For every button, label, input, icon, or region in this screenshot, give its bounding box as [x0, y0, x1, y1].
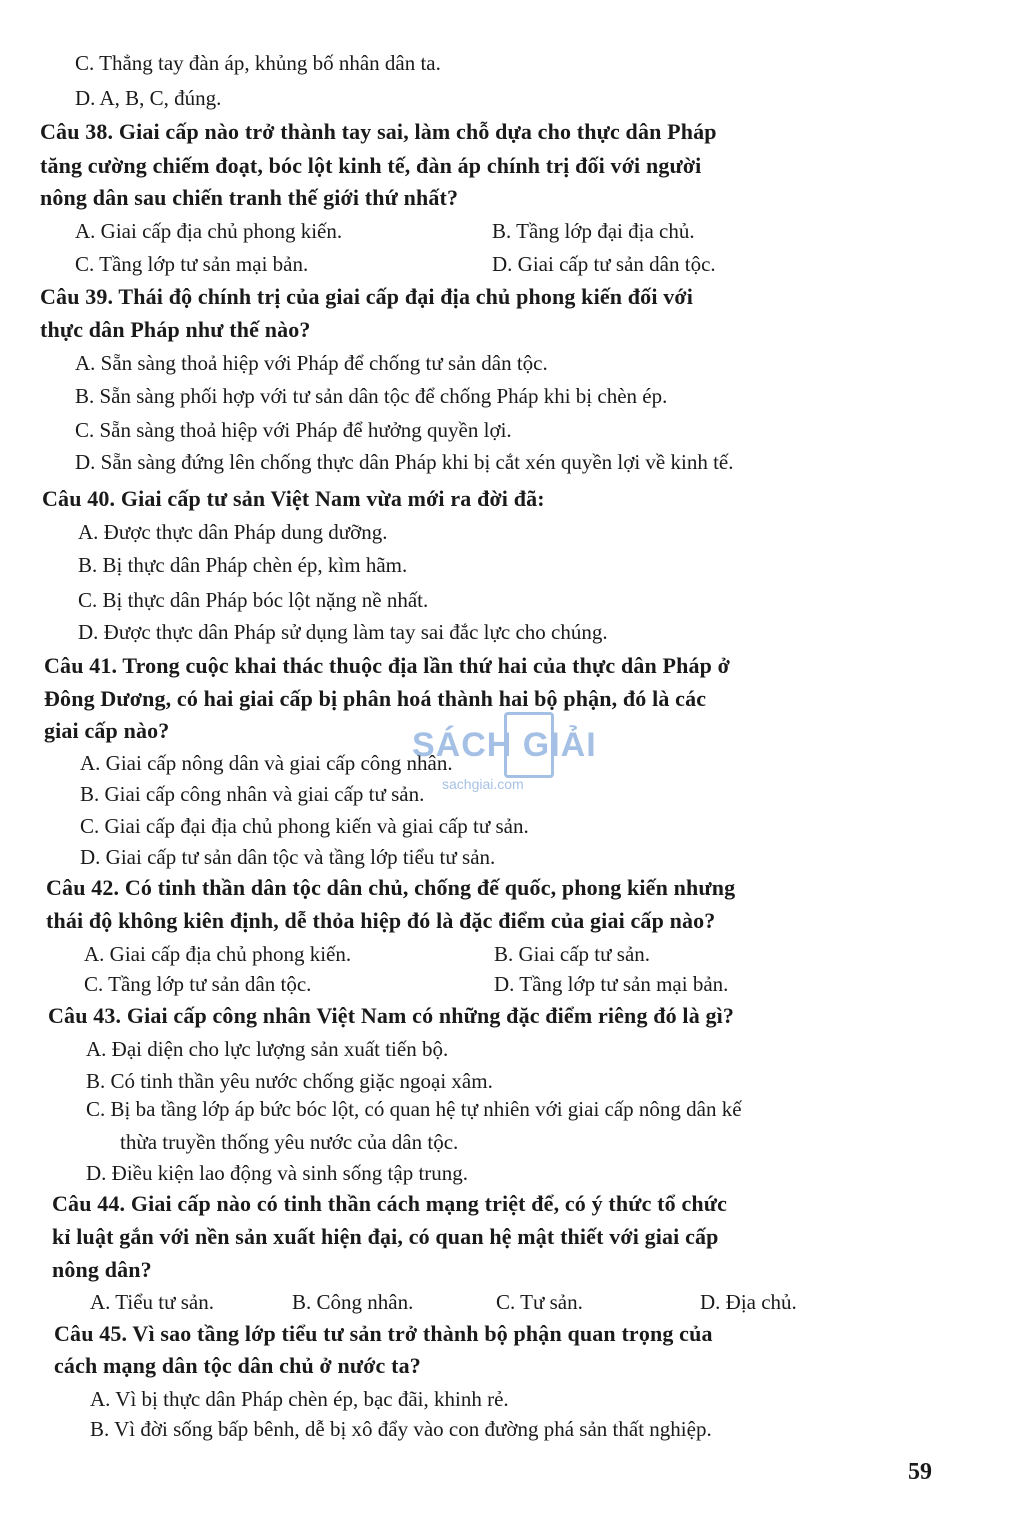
question-44-line-2: kỉ luật gắn với nền sản xuất hiện đại, có quan hệ mật thiết với giai cấp	[52, 1224, 719, 1249]
option-c: C. Tư sản.	[496, 1290, 583, 1314]
question-38-line-1: Câu 38. Giai cấp nào trở thành tay sai, làm chỗ dựa cho thực dân Pháp	[40, 119, 717, 144]
text-line: C. Thẳng tay đàn áp, khủng bố nhân dân ta.	[75, 51, 441, 75]
option-c: C. Tầng lớp tư sản mại bản.	[75, 252, 309, 276]
option-c: C. Tầng lớp tư sản dân tộc.	[84, 972, 312, 996]
question-41-line-2: Đông Dương, có hai giai cấp bị phân hoá thành hai bộ phận, đó là các	[44, 686, 707, 711]
option-d: D. Tầng lớp tư sản mại bản.	[494, 972, 729, 996]
question-41-line-1: Câu 41. Trong cuộc khai thác thuộc địa lần thứ hai của thực dân Pháp ở	[44, 653, 731, 678]
question-39-line-2: thực dân Pháp như thế nào?	[40, 317, 311, 342]
question-39-line-1: Câu 39. Thái độ chính trị của giai cấp đại địa chủ phong kiến đối với	[40, 284, 693, 309]
option-c: C. Sẵn sàng thoả hiệp với Pháp để hưởng quyền lợi.	[75, 418, 512, 442]
option-a: A. Tiểu tư sản.	[90, 1290, 214, 1314]
question-45-line-1: Câu 45. Vì sao tầng lớp tiểu tư sản trở thành bộ phận quan trọng của	[54, 1321, 713, 1346]
option-c: C. Bị thực dân Pháp bóc lột nặng nề nhất.	[78, 588, 429, 612]
option-b: B. Bị thực dân Pháp chèn ép, kìm hãm.	[78, 553, 408, 577]
question-42-line-1: Câu 42. Có tinh thần dân tộc dân chủ, chống đế quốc, phong kiến nhưng	[46, 875, 736, 900]
option-a: A. Vì bị thực dân Pháp chèn ép, bạc đãi, khinh rẻ.	[90, 1387, 509, 1411]
option-a: A. Được thực dân Pháp dung dưỡng.	[78, 520, 388, 544]
option-c: C. Giai cấp đại địa chủ phong kiến và giai cấp tư sản.	[80, 814, 529, 838]
option-b: B. Tầng lớp đại địa chủ.	[492, 219, 695, 243]
option-c-line-2: thừa truyền thống yêu nước của dân tộc.	[120, 1130, 459, 1154]
question-44-line-1: Câu 44. Giai cấp nào có tinh thần cách mạng triệt để, có ý thức tổ chức	[52, 1191, 728, 1216]
option-d: D. Giai cấp tư sản dân tộc và tầng lớp tiểu tư sản.	[80, 845, 496, 869]
question-38-line-3: nông dân sau chiến tranh thế giới thứ nhất?	[40, 185, 459, 210]
option-d: D. Địa chủ.	[700, 1290, 797, 1314]
option-c-line-1: C. Bị ba tầng lớp áp bức bóc lột, có quan hệ tự nhiên với giai cấp nông dân kế	[86, 1097, 742, 1121]
option-a: A. Đại diện cho lực lượng sản xuất tiến bộ.	[86, 1037, 449, 1061]
option-d: D. Giai cấp tư sản dân tộc.	[492, 252, 716, 276]
option-b: B. Sẵn sàng phối hợp với tư sản dân tộc để chống Pháp khi bị chèn ép.	[75, 384, 668, 408]
option-d: D. Sẵn sàng đứng lên chống thực dân Pháp khi bị cắt xén quyền lợi về kinh tế.	[75, 450, 734, 474]
watermark-logo	[412, 712, 622, 804]
option-a: A. Giai cấp địa chủ phong kiến.	[75, 219, 343, 243]
option-d: D. Được thực dân Pháp sử dụng làm tay sai đắc lực cho chúng.	[78, 620, 608, 644]
question-41-line-3: giai cấp nào?	[44, 718, 170, 743]
question-43: Câu 43. Giai cấp công nhân Việt Nam có những đặc điểm riêng đó là gì?	[48, 1003, 735, 1028]
text-line: D. A, B, C, đúng.	[75, 86, 222, 110]
question-45-line-2: cách mạng dân tộc dân chủ ở nước ta?	[54, 1353, 421, 1378]
watermark-title: SÁCH GIẢI	[412, 726, 597, 764]
option-a: A. Sẵn sàng thoả hiệp với Pháp để chống tư sản dân tộc.	[75, 351, 548, 375]
option-b: B. Có tinh thần yêu nước chống giặc ngoại xâm.	[86, 1069, 493, 1093]
question-38-line-2: tăng cường chiếm đoạt, bóc lột kinh tế, đàn áp chính trị đối với người	[40, 153, 702, 178]
option-b: B. Giai cấp tư sản.	[494, 942, 651, 966]
question-42-line-2: thái độ không kiên định, dễ thỏa hiệp đó là đặc điểm của giai cấp nào?	[46, 908, 716, 933]
watermark-url: sachgiai.com	[442, 776, 524, 792]
option-b: B. Vì đời sống bấp bênh, dễ bị xô đẩy vào con đường phá sản thất nghiệp.	[90, 1417, 712, 1441]
question-40: Câu 40. Giai cấp tư sản Việt Nam vừa mới ra đời đã:	[42, 486, 545, 511]
option-b: B. Giai cấp công nhân và giai cấp tư sản.	[80, 782, 425, 806]
option-b: B. Công nhân.	[292, 1290, 414, 1314]
page-number: 59	[908, 1459, 932, 1485]
option-a: A. Giai cấp nông dân và giai cấp công nhân.	[80, 751, 453, 775]
option-a: A. Giai cấp địa chủ phong kiến.	[84, 942, 352, 966]
question-44-line-3: nông dân?	[52, 1257, 152, 1282]
option-d: D. Điều kiện lao động và sinh sống tập trung.	[86, 1161, 469, 1185]
